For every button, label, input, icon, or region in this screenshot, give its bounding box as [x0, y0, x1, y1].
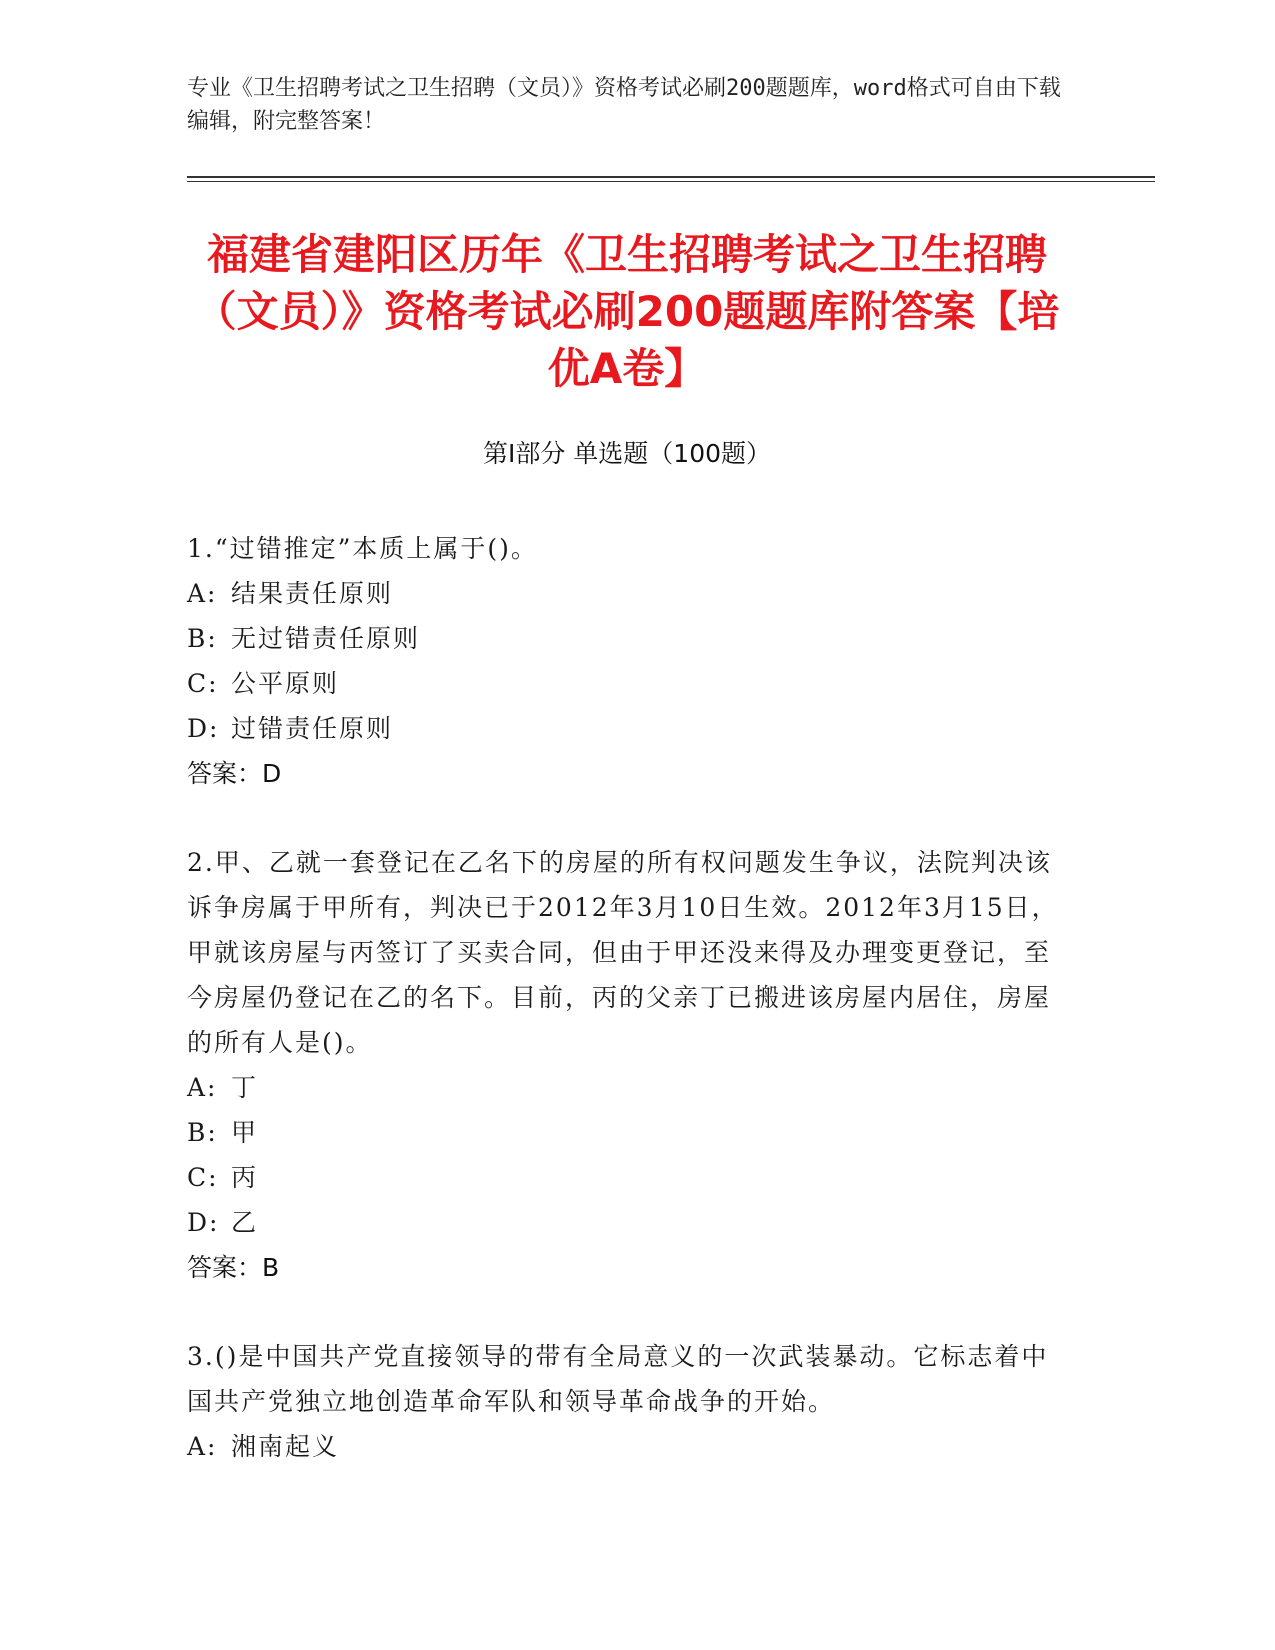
option-text: 丁 [231, 1073, 259, 1102]
option-text: 结果责任原则 [231, 579, 394, 608]
option-a [187, 1065, 1067, 1110]
option-d [187, 1200, 1067, 1245]
option-text: 无过错责任原则 [231, 624, 421, 653]
option-text: 丙 [231, 1163, 259, 1192]
option-text: 乙 [231, 1208, 259, 1237]
option-a [187, 1424, 1067, 1469]
option-c [187, 661, 1067, 706]
question-2 [187, 840, 1067, 1290]
option-text: 湘南起义 [231, 1432, 340, 1461]
section-title: 第Ⅰ部分 单选题（100题） [482, 439, 772, 468]
option-text: 甲 [231, 1118, 259, 1147]
question-list [187, 526, 1067, 1513]
header-divider-thin [187, 181, 1155, 182]
option-key: C: [187, 1163, 219, 1192]
option-key: B: [187, 624, 218, 653]
option-key: D: [187, 1208, 220, 1237]
question-stem: 3.()是中国共产党直接领导的带有全局意义的一次武装暴动。它标志着中国共产党独立地创造革命军队和领导革命战争的开始。 [187, 1342, 1049, 1416]
option-key: A: [187, 579, 218, 608]
document-title: 福建省建阳区历年《卫生招聘考试之卫生招聘（文员）》资格考试必刷200题题库附答案【培优A卷】 [194, 230, 1060, 393]
option-key: A: [187, 1073, 218, 1102]
question-1 [187, 526, 1067, 796]
option-b [187, 1110, 1067, 1155]
question-stem: 1.“过错推定”本质上属于()。 [187, 534, 538, 563]
option-b [187, 616, 1067, 661]
option-text: 公平原则 [231, 669, 340, 698]
answer: 答案：B [187, 1253, 280, 1282]
option-key: C: [187, 669, 219, 698]
header-divider-thick [187, 176, 1155, 178]
option-c [187, 1155, 1067, 1200]
question-3 [187, 1334, 1067, 1469]
header-note: 专业《卫生招聘考试之卫生招聘（文员）》资格考试必刷200题题库，word格式可自由下载编辑，附完整答案！ [187, 76, 1061, 134]
option-a [187, 571, 1067, 616]
question-stem: 2.甲、乙就一套登记在乙名下的房屋的所有权问题发生争议，法院判决该诉争房属于甲所有，判决已于2012年3月10日生效。2012年3月15日，甲就该房屋与丙签订了买卖合同，但由于甲还没来得及办理变更登记，至今房屋仍登记在乙的名下。目前，丙的父亲丁已搬进该房屋内居住，房屋的所有人是()。 [187, 848, 1059, 1057]
answer: 答案：D [187, 759, 282, 788]
option-d [187, 706, 1067, 751]
option-key: D: [187, 714, 220, 743]
option-key: B: [187, 1118, 218, 1147]
option-text: 过错责任原则 [231, 714, 394, 743]
option-key: A: [187, 1432, 218, 1461]
